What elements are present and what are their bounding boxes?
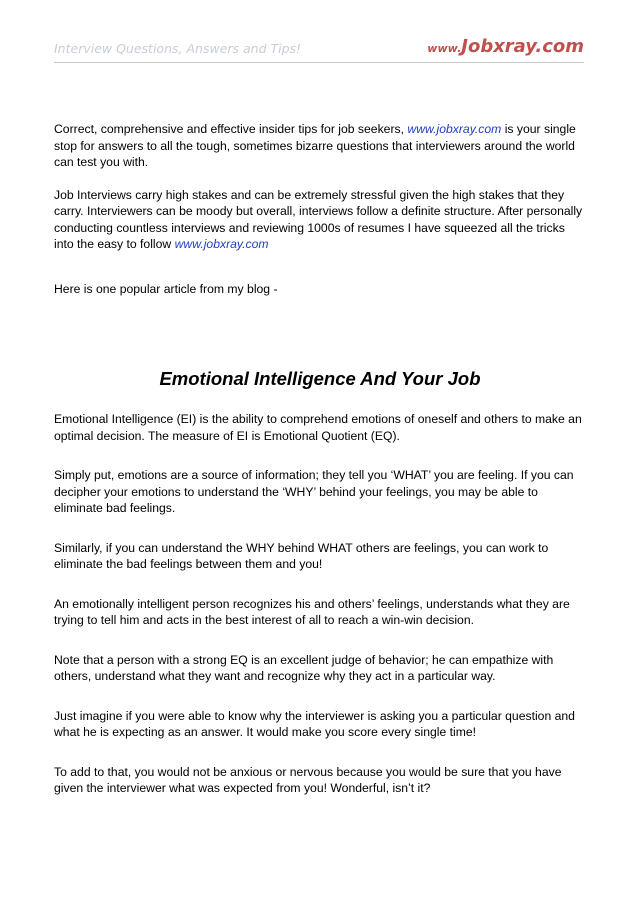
header-domain: Jobxray.com — [461, 36, 584, 57]
article-paragraph-2: Simply put, emotions are a source of information; they tell you ‘WHAT’ you are feeling. If you can decipher your emotions to understand the ‘WHY’ behind your feelings, you may be able to eliminate bad feelings. — [54, 468, 574, 515]
article-paragraph-5: Note that a person with a strong EQ is an excellent judge of behavior; he can empathize with others, understand what they want and recognize why they act in a particular way. — [54, 652, 554, 683]
intro-paragraph-1 — [54, 121, 586, 171]
intro-p2-link[interactable]: www.jobxray.com — [174, 237, 269, 251]
header-www: www. — [427, 42, 462, 55]
article-paragraph-7: To add to that, you would not be anxious or nervous because you would be sure that you have given the interviewer what was expected from you! Wonderful, isn’t it? — [54, 764, 562, 795]
header-tagline: Interview Questions, Answers and Tips! — [54, 41, 302, 56]
intro-p1-text-after: is your single stop for answers to all the tough, sometimes bizarre questions that interviewers around the world can test you with. — [54, 122, 576, 169]
intro-p1-link[interactable]: www.jobxray.com — [407, 122, 502, 136]
article-paragraph-1: Emotional Intelligence (EI) is the ability to comprehend emotions of oneself and others to make an optimal decision. The measure of EI is Emotional Quotient (EQ). — [54, 412, 582, 443]
intro-p2-text-before: Job Interviews carry high stakes and can be extremely stressful given the high stakes that they carry. Interviewers can be moody but overall, interviews follow a definite structure. After personally conducting countless interviews and reviewing 1000s of resumes I have squeezed all the tricks into the easy to follow — [54, 187, 583, 251]
header-site-link[interactable] — [427, 36, 584, 57]
intro-paragraph-3: Here is one popular article from my blog - — [54, 281, 278, 296]
article-paragraph-6: Just imagine if you were able to know why the interviewer is asking you a particular question and what he is expecting as an answer. It would make you score every single time! — [54, 708, 575, 739]
intro-p1-text-before: Correct, comprehensive and effective insider tips for job seekers, — [54, 122, 408, 136]
article-paragraph-3: Similarly, if you can understand the WHY behind WHAT others are feelings, you can work to eliminate the bad feelings between them and you! — [54, 540, 549, 571]
intro-paragraph-2 — [54, 187, 586, 253]
article-title: Emotional Intelligence And Your Job — [159, 368, 481, 389]
article-paragraph-4: An emotionally intelligent person recognizes his and others’ feelings, understands what they are trying to tell him and acts in the best interest of all to reach a win-win decision. — [54, 596, 570, 627]
document-body — [54, 121, 586, 797]
page-header — [54, 36, 584, 63]
